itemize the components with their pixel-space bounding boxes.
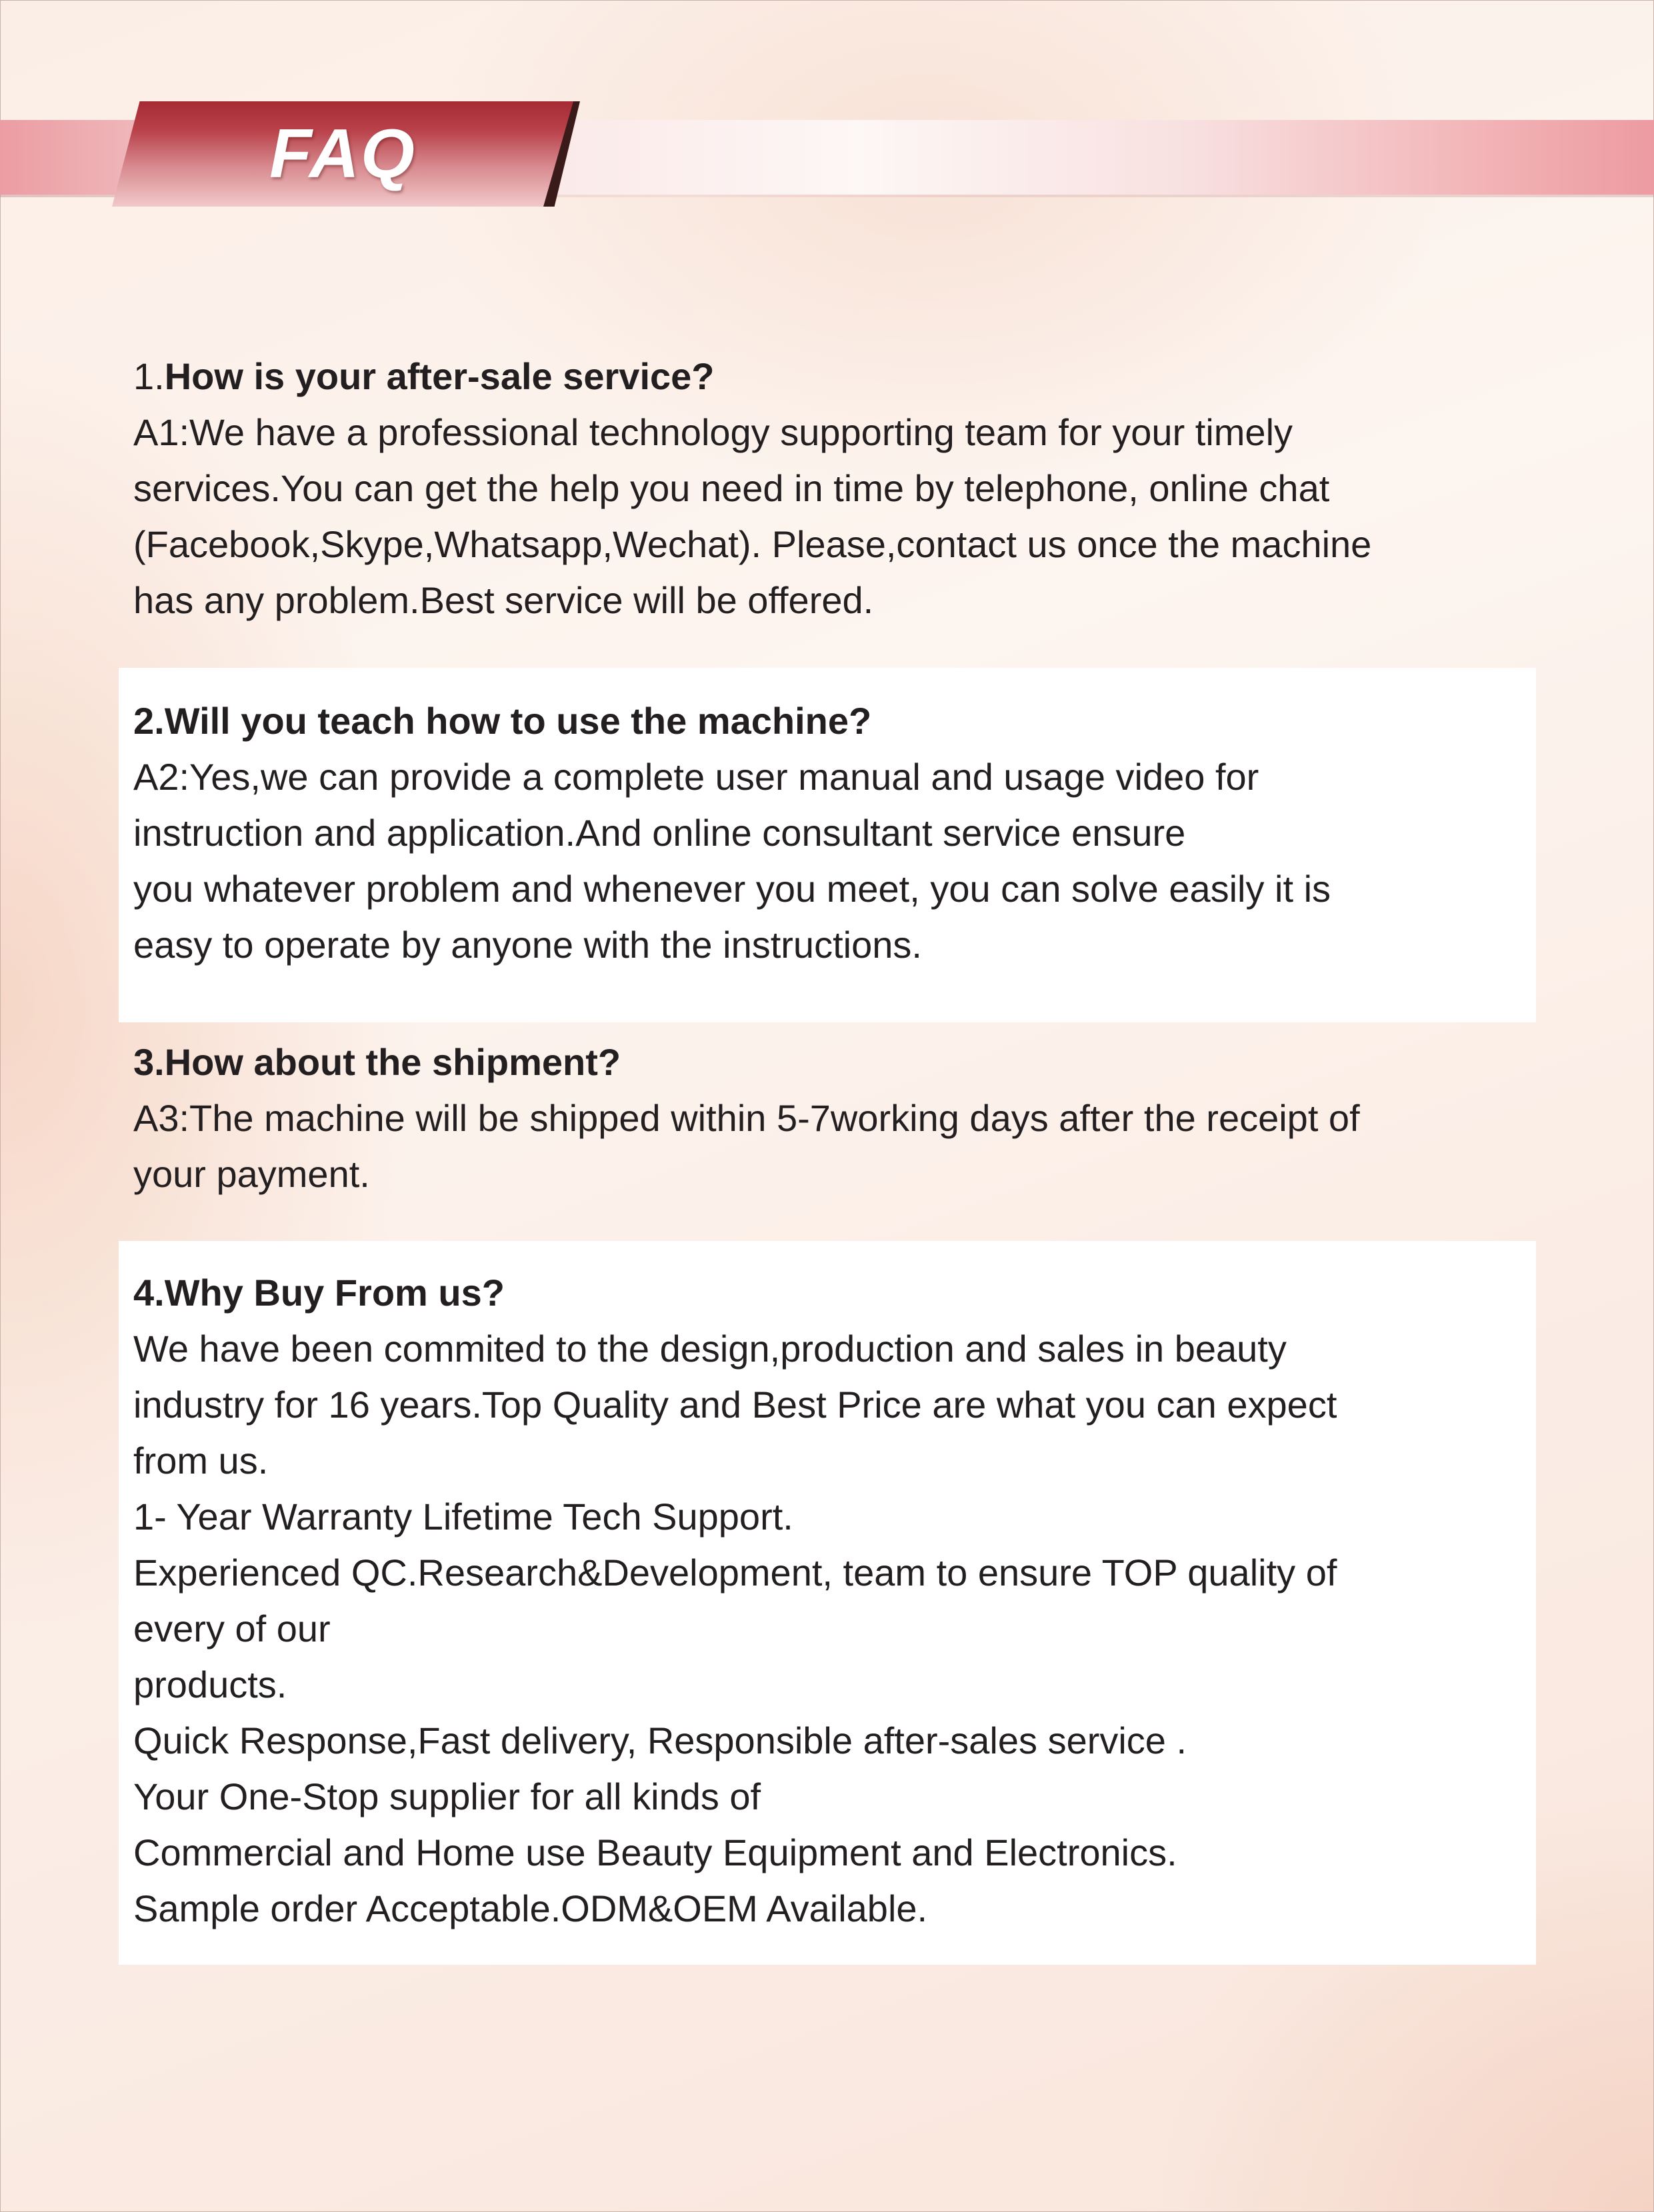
faq-answer-line: from us. xyxy=(133,1440,269,1482)
faq-question: 4.Why Buy From us? xyxy=(133,1272,505,1314)
faq-question: 2.Will you teach how to use the machine? xyxy=(133,700,872,742)
faq-answer-line: instruction and application.And online consultant service ensure xyxy=(133,812,1186,854)
faq-item-4 xyxy=(119,1241,1536,1965)
faq-answer-line: (Facebook,Skype,Whatsapp,Wechat). Please,contact us once the machine xyxy=(133,523,1372,565)
faq-answer-line: every of our xyxy=(133,1608,331,1650)
faq-answer-line: Sample order Acceptable.ODM&OEM Available. xyxy=(133,1887,928,1929)
faq-answer-line: 1- Year Warranty Lifetime Tech Support. xyxy=(133,1496,793,1538)
faq-question-text: How is your after-sale service? xyxy=(164,355,715,397)
faq-answer-line: Experienced QC.Research&Development, team to ensure TOP quality of xyxy=(133,1552,1337,1594)
faq-answer-line: A3:The machine will be shipped within 5-7working days after the receipt of xyxy=(133,1097,1360,1139)
faq-answer-line: easy to operate by anyone with the instructions. xyxy=(133,924,922,966)
faq-answer-line: Your One-Stop supplier for all kinds of xyxy=(133,1775,761,1817)
faq-question xyxy=(133,349,1521,405)
faq-question: 3.How about the shipment? xyxy=(133,1041,621,1083)
faq-answer-line: Commercial and Home use Beauty Equipment and Electronics. xyxy=(133,1831,1177,1873)
faq-item-3 xyxy=(119,1034,1536,1202)
faq-answer-line: products. xyxy=(133,1663,287,1705)
faq-answer-line: has any problem.Best service will be offered. xyxy=(133,579,874,621)
faq-answer-line: A1:We have a professional technology supporting team for your timely xyxy=(133,411,1293,453)
faq-item-2 xyxy=(119,668,1536,1022)
page-title: FAQ xyxy=(269,115,416,193)
faq-question-number: 1. xyxy=(133,355,165,397)
faq-answer-line: Quick Response,Fast delivery, Responsible after-sales service . xyxy=(133,1719,1187,1761)
faq-answer-line: We have been commited to the design,production and sales in beauty xyxy=(133,1328,1287,1370)
faq-answer-line: you whatever problem and whenever you meet, you can solve easily it is xyxy=(133,868,1331,910)
faq-answer-line: industry for 16 years.Top Quality and Best Price are what you can expect xyxy=(133,1384,1337,1426)
faq-item-1 xyxy=(119,349,1536,628)
faq-answer-line: your payment. xyxy=(133,1153,370,1195)
faq-answer-line: services.You can get the help you need in time by telephone, online chat xyxy=(133,467,1330,509)
faq-answer-line: A2:Yes,we can provide a complete user manual and usage video for xyxy=(133,756,1259,798)
